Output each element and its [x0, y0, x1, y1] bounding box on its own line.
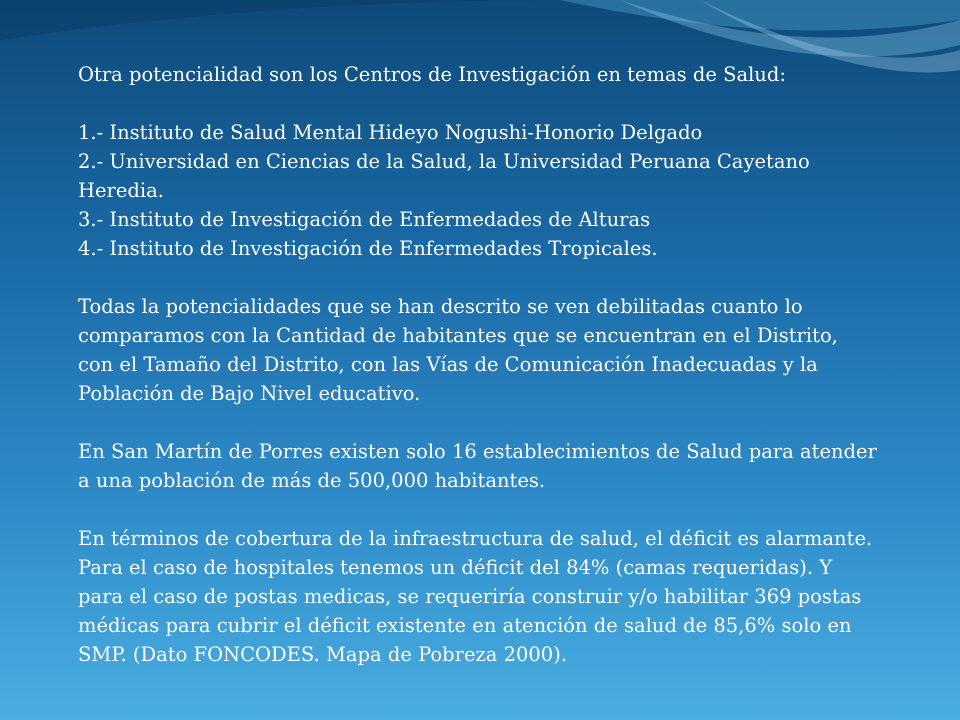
list-item: 3.- Instituto de Investigación de Enfermedades de Alturas: [78, 208, 651, 231]
list-item: 1.- Instituto de Salud Mental Hideyo Nogushi-Honorio Delgado: [78, 121, 703, 144]
paragraph-weaknesses: Todas la potencialidades que se han descrito se ven debilitadas cuanto lo comparamos con la Cantidad de habitantes que se encuentran en el Distrito, con el Tamaño del Distrito, con las Vías de Comunicación Inadecuadas y la Población de Bajo Nivel educativo.: [78, 295, 838, 405]
list-item: 4.- Instituto de Investigación de Enfermedades Tropicales.: [78, 237, 658, 260]
paragraph-health-establishments: En San Martín de Porres existen solo 16 establecimientos de Salud para atender a una población de más de 500,000 habitantes.: [78, 440, 877, 492]
slide-body: [78, 60, 878, 669]
intro-text: Otra potencialidad son los Centros de Investigación en temas de Salud:: [78, 63, 786, 86]
research-centers-list: [78, 118, 878, 263]
paragraph-coverage-deficit: En términos de cobertura de la infraestructura de salud, el déficit es alarmante. Para el caso de hospitales tenemos un déficit del 84% (camas requeridas). Y para el caso de postas medicas, se requeriría construir y/o habilitar 369 postas médicas para cubrir el déficit existente en atención de salud de 85,6% solo en SMP. (Dato FONCODES. Mapa de Pobreza 2000).: [78, 527, 873, 666]
list-item: 2.- Universidad en Ciencias de la Salud, la Universidad Peruana Cayetano Heredia.: [78, 150, 810, 202]
